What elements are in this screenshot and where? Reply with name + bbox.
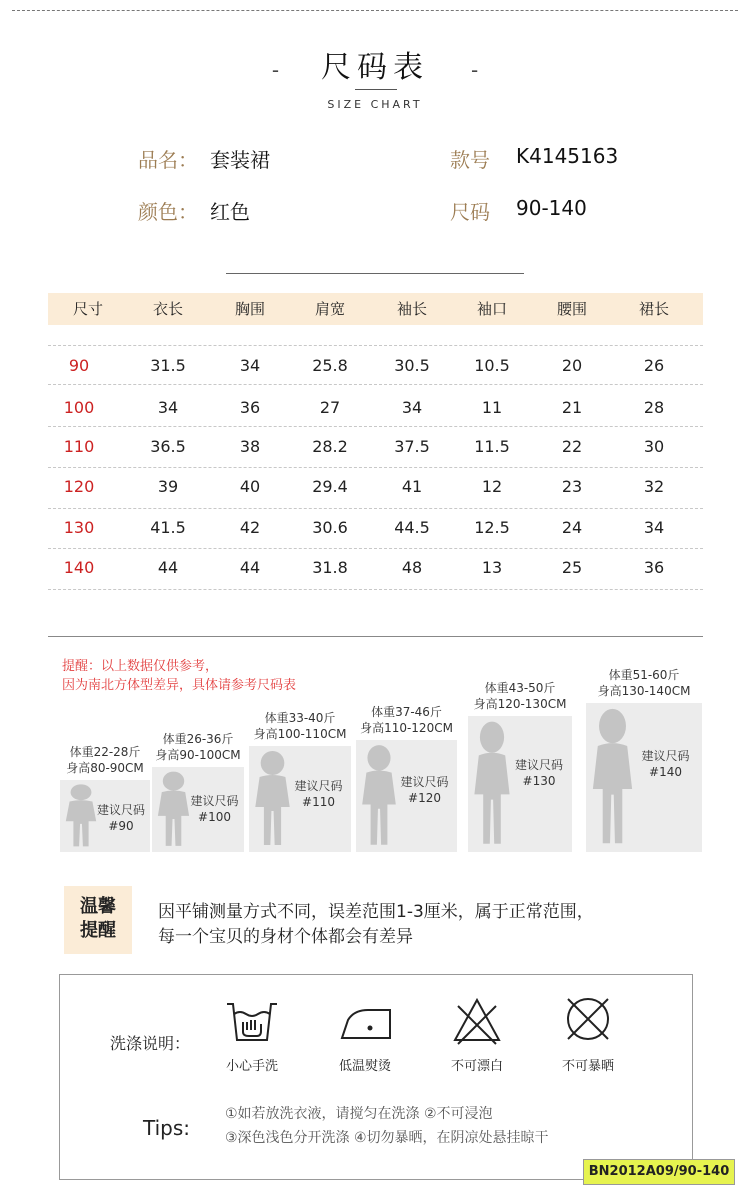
height-range: 身高110-120CM xyxy=(360,721,453,735)
table-cell: 24 xyxy=(561,518,583,537)
product-name-label: 品名： xyxy=(138,148,198,172)
suggested-size-value: #140 xyxy=(649,765,682,779)
table-cell: 41.5 xyxy=(150,518,186,537)
table-row-divider xyxy=(48,548,703,549)
suggested-size-value: #120 xyxy=(408,791,441,805)
suggested-size-caption: 建议尺码 xyxy=(190,794,239,808)
suggested-size-label xyxy=(92,802,150,834)
table-size-cell: 90 xyxy=(68,356,90,375)
weight-height-label xyxy=(580,667,708,699)
table-cell: 12.5 xyxy=(474,518,510,537)
table-cell: 23 xyxy=(561,477,583,496)
table-cell: 34 xyxy=(401,398,423,417)
table-header-cell: 衣长 xyxy=(152,300,183,318)
style-code-label: 款号 xyxy=(450,148,490,172)
care-item-hand-wash: 小心手洗 xyxy=(225,1059,278,1074)
care-label: 洗涤说明： xyxy=(110,1034,191,1053)
section-divider xyxy=(48,636,703,637)
weight-range: 体重26-36斤 xyxy=(162,732,234,746)
color-value: 红色 xyxy=(210,200,250,224)
height-range: 身高80-90CM xyxy=(66,761,144,775)
tips-label: Tips: xyxy=(143,1116,191,1140)
weight-range: 体重22-28斤 xyxy=(69,745,141,759)
suggested-size-value: #130 xyxy=(522,774,556,788)
table-header-cell: 肩宽 xyxy=(314,300,345,318)
table-header-cell: 胸围 xyxy=(234,300,265,318)
table-cell: 44 xyxy=(157,558,179,577)
suggested-size-caption: 建议尺码 xyxy=(294,779,343,793)
weight-height-label xyxy=(146,731,250,763)
suggested-size-label xyxy=(392,774,457,806)
table-cell: 12 xyxy=(481,477,503,496)
table-cell: 39 xyxy=(157,477,179,496)
table-cell: 28.2 xyxy=(312,437,348,456)
table-size-cell: 140 xyxy=(63,558,95,577)
weight-height-label xyxy=(243,710,357,742)
table-row-divider xyxy=(48,467,703,468)
suggested-size-caption: 建议尺码 xyxy=(400,775,449,789)
care-item-low-iron: 低温熨烫 xyxy=(338,1059,391,1074)
warm-tip-desc-line-2: 每一个宝贝的身材个体都会有差异 xyxy=(158,927,413,947)
table-cell: 36 xyxy=(643,558,665,577)
page-title-row xyxy=(0,42,750,86)
table-cell: 30.5 xyxy=(394,356,430,375)
table-cell: 34 xyxy=(157,398,179,417)
table-cell: 36 xyxy=(239,398,261,417)
suggested-size-value: #90 xyxy=(108,819,134,833)
suggested-size-value: #110 xyxy=(302,795,335,809)
hand-wash-icon xyxy=(225,1000,279,1046)
suggested-size-value: #100 xyxy=(198,810,231,824)
no-bleach-icon xyxy=(452,996,502,1046)
table-header-cell: 尺寸 xyxy=(72,300,103,318)
color-label: 颜色： xyxy=(138,200,198,224)
suggested-size-caption: 建议尺码 xyxy=(514,758,563,772)
table-cell: 22 xyxy=(561,437,583,456)
table-row-divider xyxy=(48,508,703,509)
table-cell: 44 xyxy=(239,558,261,577)
reminder-line-1: 提醒：以上数据仅供参考， xyxy=(62,659,219,674)
table-cell: 11 xyxy=(481,398,503,417)
warm-tip-label-line-2: 提醒 xyxy=(80,920,116,941)
suggested-size-label xyxy=(506,757,572,789)
table-cell: 28 xyxy=(643,398,665,417)
title-underline xyxy=(355,89,397,90)
table-cell: 21 xyxy=(561,398,583,417)
height-range: 身高130-140CM xyxy=(597,684,691,698)
table-size-cell: 100 xyxy=(63,398,95,417)
table-row-divider xyxy=(48,345,703,346)
info-divider xyxy=(226,273,524,274)
table-cell: 42 xyxy=(239,518,261,537)
suggested-size-caption: 建议尺码 xyxy=(641,749,690,763)
page-subtitle: SIZE CHART xyxy=(327,98,423,111)
table-cell: 40 xyxy=(239,477,261,496)
table-row-divider xyxy=(48,426,703,427)
suggested-size-label xyxy=(286,778,351,810)
table-cell: 10.5 xyxy=(474,356,510,375)
table-cell: 36.5 xyxy=(150,437,186,456)
table-header-cell: 袖长 xyxy=(396,300,427,318)
care-item-no-sun-dry: 不可暴晒 xyxy=(561,1059,614,1074)
table-row-divider xyxy=(48,384,703,385)
table-header-cell: 腰围 xyxy=(556,300,587,318)
height-range: 身高120-130CM xyxy=(473,697,567,711)
table-cell: 29.4 xyxy=(312,477,348,496)
tip-line-1: ①如若放洗衣液，请搅匀在洗涤 ②不可浸泡 xyxy=(225,1106,493,1122)
title-left-dash: - xyxy=(271,58,280,82)
top-dashed-divider xyxy=(12,10,738,11)
size-range-value: 90-140 xyxy=(516,196,587,220)
table-cell: 31.5 xyxy=(150,356,186,375)
table-cell: 34 xyxy=(643,518,665,537)
warm-tip-label xyxy=(64,895,132,943)
suggested-size-caption: 建议尺码 xyxy=(96,803,145,817)
weight-height-label xyxy=(462,680,578,712)
table-cell: 13 xyxy=(481,558,503,577)
table-cell: 34 xyxy=(239,356,261,375)
table-cell: 27 xyxy=(319,398,341,417)
table-cell: 38 xyxy=(239,437,261,456)
warm-tip-description xyxy=(158,900,594,950)
tip-line-2: ③深色浅色分开洗涤 ④切勿暴晒，在阴凉处悬挂晾干 xyxy=(225,1130,549,1146)
page-title: 尺码表 xyxy=(321,50,429,85)
table-size-cell: 120 xyxy=(63,477,95,496)
weight-height-label xyxy=(54,744,156,776)
table-header-cell: 袖口 xyxy=(476,300,507,318)
size-range-label: 尺码 xyxy=(450,200,490,224)
weight-range: 体重37-46斤 xyxy=(371,705,442,719)
table-cell: 30 xyxy=(643,437,665,456)
title-right-dash: - xyxy=(470,58,479,82)
table-cell: 30.6 xyxy=(312,518,348,537)
suggested-size-label xyxy=(185,793,244,825)
care-item-no-bleach: 不可漂白 xyxy=(450,1059,503,1074)
low-iron-icon xyxy=(338,1006,394,1042)
size-table-header xyxy=(48,293,703,325)
warm-tip-desc-line-1: 因平铺测量方式不同，误差范围1-3厘米，属于正常范围， xyxy=(158,902,594,922)
table-row-divider xyxy=(48,589,703,590)
weight-range: 体重33-40斤 xyxy=(264,711,336,725)
table-cell: 32 xyxy=(643,477,665,496)
weight-range: 体重43-50斤 xyxy=(484,681,556,695)
table-cell: 41 xyxy=(401,477,423,496)
reminder-line-2: 因为南北方体型差异，具体请参考尺码表 xyxy=(62,678,297,693)
table-size-cell: 110 xyxy=(63,437,95,456)
table-cell: 26 xyxy=(643,356,665,375)
table-cell: 11.5 xyxy=(474,437,510,456)
table-size-cell: 130 xyxy=(63,518,95,537)
style-code-value: K4145163 xyxy=(516,144,619,168)
suggested-size-label xyxy=(629,748,702,780)
weight-range: 体重51-60斤 xyxy=(608,668,680,682)
height-range: 身高90-100CM xyxy=(155,748,241,762)
table-cell: 48 xyxy=(401,558,423,577)
product-name-value: 套装裙 xyxy=(210,148,270,172)
table-cell: 25 xyxy=(561,558,583,577)
no-sun-dry-icon xyxy=(563,994,613,1044)
table-cell: 20 xyxy=(561,356,583,375)
table-cell: 37.5 xyxy=(394,437,430,456)
table-cell: 25.8 xyxy=(312,356,348,375)
table-header-cell: 裙长 xyxy=(638,300,669,318)
warm-tip-label-line-1: 温馨 xyxy=(80,896,116,917)
product-code-badge: BN2012A09/90-140 xyxy=(583,1159,735,1185)
table-cell: 44.5 xyxy=(394,518,430,537)
height-range: 身高100-110CM xyxy=(253,727,347,741)
weight-height-label xyxy=(350,704,463,736)
table-cell: 31.8 xyxy=(312,558,348,577)
